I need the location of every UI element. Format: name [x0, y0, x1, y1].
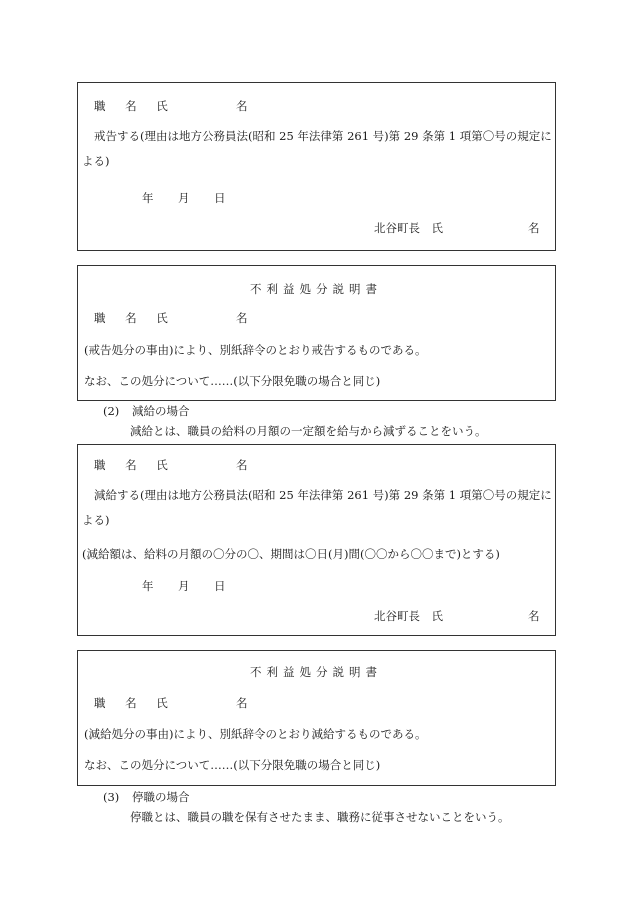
date-year: 年	[142, 579, 154, 593]
name-label: 職 名 氏	[94, 311, 176, 325]
notice-body-line-1: 減給する(理由は地方公務員法(昭和 25 年法律第 261 号)第 29 条第 1 項第〇号の規定に	[94, 488, 552, 502]
explanation-title: 不利益処分説明書	[250, 665, 382, 679]
pay-cut-explanation-box	[77, 650, 556, 786]
date-day: 日	[214, 191, 226, 205]
reprimand-notice-box	[77, 82, 556, 251]
section-3-definition: 停職とは、職員の職を保有させたまま、職務に従事させないことをいう。	[130, 810, 510, 824]
name-label: 職 名 氏	[94, 458, 176, 472]
reason-line: (減給処分の事由)により、別紙辞令のとおり減給するものである。	[84, 727, 427, 741]
pay-cut-notice-box	[77, 444, 556, 636]
section-2-heading: 減給の場合	[132, 404, 190, 418]
name-label-suffix: 名	[236, 311, 248, 325]
name-label: 職 名 氏	[94, 99, 176, 113]
signer-suffix: 名	[528, 609, 540, 623]
date-day: 日	[214, 579, 226, 593]
explanation-title: 不利益処分説明書	[250, 282, 382, 296]
date-year: 年	[142, 191, 154, 205]
notice-body-line-1: 戒告する(理由は地方公務員法(昭和 25 年法律第 261 号)第 29 条第 1 項第〇号の規定に	[94, 129, 552, 143]
reason-line: (戒告処分の事由)により、別紙辞令のとおり戒告するものである。	[84, 343, 427, 357]
signer-suffix: 名	[528, 221, 540, 235]
signer: 北谷町長 氏	[374, 221, 443, 235]
name-label: 職 名 氏	[94, 696, 176, 710]
date-month: 月	[178, 579, 190, 593]
signer: 北谷町長 氏	[374, 609, 443, 623]
note-line: なお、この処分について……(以下分限免職の場合と同じ)	[84, 758, 381, 772]
amount-line: (減給額は、給料の月額の〇分の〇、期間は〇日(月)間(〇〇から〇〇まで)とする)	[82, 547, 500, 561]
section-2-definition: 減給とは、職員の給料の月額の一定額を給与から減ずることをいう。	[130, 424, 487, 438]
section-3-heading: 停職の場合	[132, 790, 190, 804]
name-label-suffix: 名	[236, 696, 248, 710]
section-2-number: (2)	[103, 404, 120, 418]
name-label-suffix: 名	[236, 458, 248, 472]
notice-body-line-2: よる)	[82, 513, 110, 527]
reprimand-explanation-box	[77, 265, 556, 401]
note-line: なお、この処分について……(以下分限免職の場合と同じ)	[84, 374, 381, 388]
notice-body-line-2: よる)	[82, 154, 110, 168]
section-3-number: (3)	[103, 790, 120, 804]
date-month: 月	[178, 191, 190, 205]
name-label-suffix: 名	[236, 99, 248, 113]
